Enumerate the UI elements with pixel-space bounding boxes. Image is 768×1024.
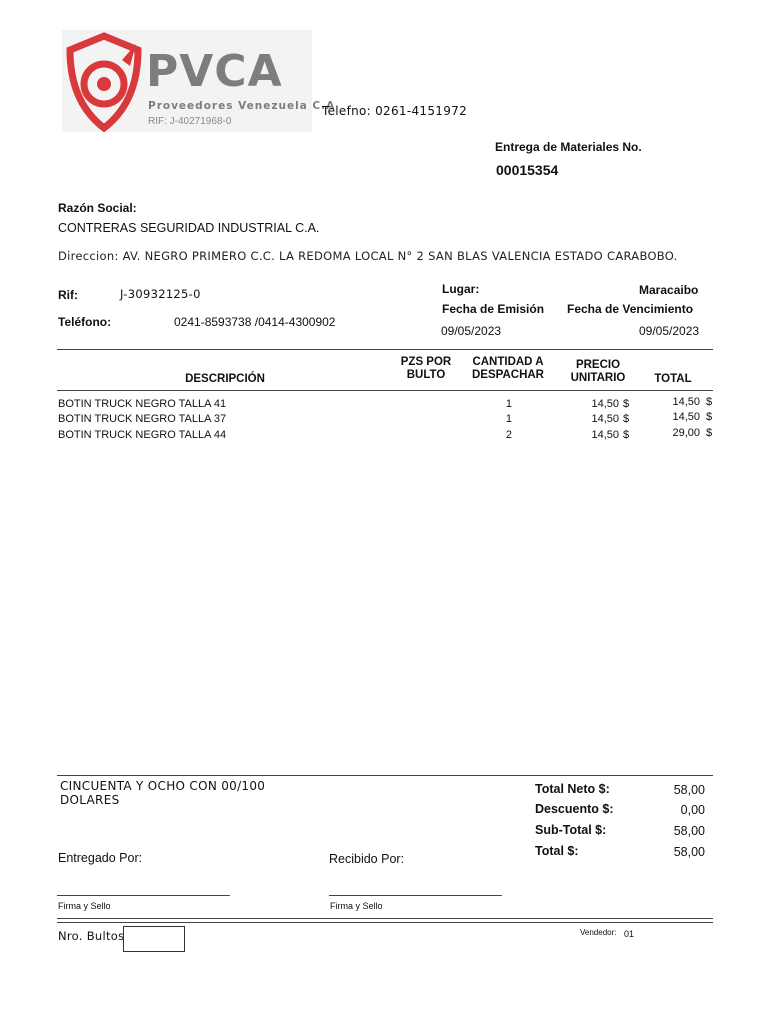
row-total-currency: $ xyxy=(706,411,713,423)
row-descripcion: BOTIN TRUCK NEGRO TALLA 44 xyxy=(58,429,227,441)
table-header-line xyxy=(57,390,713,391)
row-descripcion: BOTIN TRUCK NEGRO TALLA 41 xyxy=(58,398,227,410)
row-cantidad: 1 xyxy=(505,413,512,425)
amount-in-words-line1: CINCUENTA Y OCHO CON 00/100 xyxy=(60,779,266,793)
nro-bultos-label: Nro. Bultos xyxy=(58,929,125,943)
company-logo xyxy=(62,30,336,132)
razon-social-value: CONTRERAS SEGURIDAD INDUSTRIAL C.A. xyxy=(58,221,320,235)
row-cantidad: 1 xyxy=(505,398,512,410)
entregado-label: Entregado Por: xyxy=(58,851,143,865)
row-precio-currency: $ xyxy=(623,413,630,425)
vendedor-value: 01 xyxy=(624,929,635,939)
firma-sello-2: Firma y Sello xyxy=(330,901,383,911)
row-precio: 14,50 xyxy=(591,398,619,410)
nro-bultos-box xyxy=(123,926,185,952)
subtotal-value: 58,00 xyxy=(673,824,705,838)
header-total: TOTAL xyxy=(654,373,692,385)
firma-sello-1: Firma y Sello xyxy=(58,901,111,911)
emision-value: 09/05/2023 xyxy=(441,324,502,338)
footer-line-1 xyxy=(57,918,713,919)
client-address: Direccion: AV. NEGRO PRIMERO C.C. LA REDOMA LOCAL N° 2 SAN BLAS VALENCIA ESTADO CARABOBO. xyxy=(58,249,678,263)
subtotal-label: Sub-Total $: xyxy=(535,823,607,837)
company-name: Proveedores Venezuela C.A xyxy=(148,100,336,112)
recibido-signature-line xyxy=(329,895,502,896)
delivery-label: Entrega de Materiales No. xyxy=(495,140,642,154)
telefono-value: 0241-8593738 /0414-4300902 xyxy=(174,315,336,329)
recibido-label: Recibido Por: xyxy=(329,852,405,866)
footer-line-2 xyxy=(57,922,713,923)
emision-label: Fecha de Emisión xyxy=(442,302,545,316)
row-total-currency: $ xyxy=(706,427,713,439)
header-pzs-bulto: PZS POR BULTO xyxy=(400,356,452,381)
amount-in-words-line2: DOLARES xyxy=(60,793,120,807)
total-neto-value: 58,00 xyxy=(673,783,705,797)
row-precio: 14,50 xyxy=(591,413,619,425)
vencimiento-value: 09/05/2023 xyxy=(639,324,700,338)
shield-logo-icon xyxy=(64,32,144,132)
total-label: Total $: xyxy=(535,844,579,858)
rif-value: J-30932125-0 xyxy=(120,287,201,301)
company-rif: RIF: J-40271968-0 xyxy=(148,116,232,127)
descuento-label: Descuento $: xyxy=(535,802,614,816)
row-descripcion: BOTIN TRUCK NEGRO TALLA 37 xyxy=(58,413,227,425)
vencimiento-label: Fecha de Vencimiento xyxy=(567,302,694,316)
telefono-label: Teléfono: xyxy=(58,315,112,329)
header-descripcion: DESCRIPCIÓN xyxy=(185,373,265,385)
company-phone: Telefno: 0261-4151972 xyxy=(322,104,468,118)
row-total: 29,00 xyxy=(672,427,700,439)
row-precio-currency: $ xyxy=(623,429,630,441)
row-total: 14,50 xyxy=(672,411,700,423)
entregado-signature-line xyxy=(57,895,230,896)
header-cantidad: CANTIDAD A DESPACHAR xyxy=(472,356,544,381)
logo-wordmark: PVCA xyxy=(146,46,283,97)
delivery-number: 00015354 xyxy=(496,162,559,178)
total-value: 58,00 xyxy=(673,845,705,859)
lugar-value: Maracaibo xyxy=(639,283,699,297)
rif-label: Rif: xyxy=(58,288,78,302)
header-precio: PRECIO UNITARIO xyxy=(570,359,626,384)
razon-social-label: Razón Social: xyxy=(58,201,137,215)
row-precio: 14,50 xyxy=(591,429,619,441)
row-cantidad: 2 xyxy=(505,429,512,441)
row-total: 14,50 xyxy=(672,396,700,408)
lugar-label: Lugar: xyxy=(442,282,480,296)
totals-top-line xyxy=(57,775,713,776)
row-total-currency: $ xyxy=(706,396,713,408)
table-top-line xyxy=(57,349,713,350)
vendedor-label: Vendedor: xyxy=(580,928,617,937)
descuento-value: 0,00 xyxy=(680,803,705,817)
total-neto-label: Total Neto $: xyxy=(535,782,610,796)
row-precio-currency: $ xyxy=(623,398,630,410)
